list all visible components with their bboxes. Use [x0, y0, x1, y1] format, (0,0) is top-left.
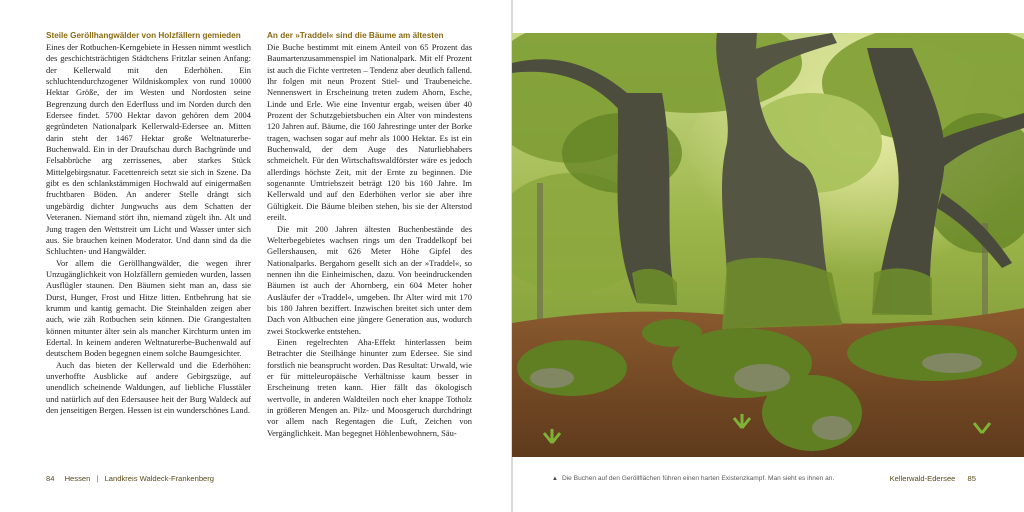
paragraph: Die mit 200 Jahren ältesten Buchenbestände des Welterbegebietes wachsen rings um den Traddelkopf bei Gellershausen, mit 626 Meter Höhe Gipfel des Nationalparks. Bergahorn gesellt sich an der »Traddel«, so nennen ihn die Einheimischen, dazu. Von beeindruckenden Bäumen ist auch der Ahornberg, ein 604 Meter hoher Ausläufer der »Traddel«, umgeben. Ihr Alter wird mit 170 bis 180 Jahren beziffert. Inzwischen breitet sich unter dem Dach von Altbuchen eine jüngere Generation aus, wodurch zwei Stockwerke entstehen.	[267, 223, 472, 336]
text-column-2	[267, 30, 472, 439]
forest-photo-icon	[512, 33, 1024, 457]
section-heading: Steile Geröllhangwälder von Holzfällern gemieden	[46, 31, 241, 40]
footer-separator: |	[96, 474, 99, 483]
left-page-footer	[46, 474, 214, 483]
photo-caption	[552, 475, 834, 482]
right-page-footer	[890, 474, 976, 483]
paragraph: Vor allem die Geröllhangwälder, die wegen ihrer Unzugänglichkeit von Holzfällern gemieden wurden, lassen Ausflügler staunen. Den Bäumen sieht man an, dass sie Durst, Hunger, Frost und Hitze litten. Entbehrung hat sie krumm und kantig gemacht. Die Steinhalden zeigen aber auch, wie zäh Rotbuchen sein können. Die Grangestalten können mitunter älter sein als mancher Kirchturm unten im Edertal. In keinem anderen Weltnaturerbe-Buchenwald auf deutschem Boden begegnen einem solche Baumgesichter.	[46, 257, 251, 359]
forest-photo	[512, 33, 1024, 457]
paragraph: Die Buche bestimmt mit einem Anteil von 65 Prozent das Baumartenzusammenspiel im Nationalpark. Mit elf Prozent ist auch die Fichte vertreten – Tendenz aber deutlich fallend. Ihr folgen mit neun Prozent Stiel- und Traubeneiche. Nennenswert in Erscheinung treten zudem Ahorn, Esche, Linde und Erle. Wie eine Inventur ergab, weisen über 40 Prozent der Schutzgebietsbuchen ein Alter von mindestens 120 Jahren auf. Bäume, die 160 Jahresringe unter der Borke tragen, wachsen sogar auf mehr als 1000 Hektar. Es ist ein Buchenwald, der dem Auge des Naturliebhabers schmeichelt. Für den Wirtschaftswaldförster wäre es jedoch allerdings höchste Zeit, mit der Ernte zu beginnen. Die sogenannte Umtriebszeit beträgt 120 bis 160 Jahre. Im Kellerwald und auf den Ederhöhen verlor sie aber ihre Gültigkeit. Die Bäume bleiben stehen, bis sie der Alterstod ereilt.	[267, 42, 472, 223]
footer-district: Landkreis Waldeck-Frankenberg	[104, 474, 215, 483]
section-heading: An der »Traddel« sind die Bäume am ältesten	[267, 31, 444, 40]
paragraph: Eines der Rotbuchen-Kerngebiete in Hessen nimmt westlich des geschichtsträchtigen Städtchens Fritzlar seinen Anfang: der Kellerwald mit den Ederhöhen. Ein schluchtendurchzogener Wildniskomplex von rund 10000 Hektar Größe, der im Westen und Nordosten seine Begrenzung durch den Ederfluss und im Norden durch den Edersee findet. 5700 Hektar davon gehören dem 2004 gegründeten Nationalpark Kellerwald-Edersee an. Mitten darin steht der 1467 Hektar große Weltnaturerbe-Buchenwald. Ein in der Draufschau durch Bachgründe und Felsabbrüche arg zerrissenes, aber starkes Stück Mittelgebirgsnatur. Facettenreich setzt sie sich in Szene. Da gibt es den schlankstämmigen Hochwald auf einigermaßen fruchtbaren Böden. An anderer Stelle drängt sich ungebärdig dichter Jungwuchs aus dem Schatten der Veteranen. Niemand stört ihn, niemand zügelt ihn. Alt und Jung tragen den Wettstreit um Licht und Wasser unter sich aus. Sie brauchen keinen Moderator. Und dann sind da die Schluchten- und Hangwälder.	[46, 42, 251, 257]
footer-region: Hessen	[64, 474, 91, 483]
paragraph: Auch das bieten der Kellerwald und die Ederhöhen: unverhoffte Ausblicke auf andere Gebirgszüge, auf unendlich scheinende Waldungen, auf liebliche Flusstäler und natürlich auf den Edersausee heit der Burg Waldeck auf den jenseitigen Bergen. Hessen ist ein wunderschönes Land.	[46, 359, 251, 415]
page-number: 84	[46, 474, 55, 483]
footer-title: Kellerwald-Edersee	[889, 474, 956, 483]
page-number: 85	[967, 474, 976, 483]
text-column-1	[46, 30, 251, 416]
caption-marker: ▲	[552, 476, 558, 482]
paragraph: Einen regelrechten Aha-Effekt hinterlassen beim Betrachter die Steilhänge hinunter zum Edersee. Sie sind forstlich nie beansprucht worden. Das Resultat: Urwald, wie er für mitteleuropäische Verhältnisse kaum besser in Erscheinung treten kann. Hier fällt das ökologisch wertvolle, in anderen Waldteilen noch eher knappe Totholz in größeren Mengen an. Pilz- und Moosgeruch durchdringt vor allem nach Regentagen die Luft, Zeichen von Vergänglichkeit. Man begegnet Höhlenbewohnern, Säu-	[267, 336, 472, 438]
caption-text: Die Buchen auf den Geröllflächen führen einen harten Existenzkampf. Man sieht es ihnen an.	[561, 475, 835, 482]
